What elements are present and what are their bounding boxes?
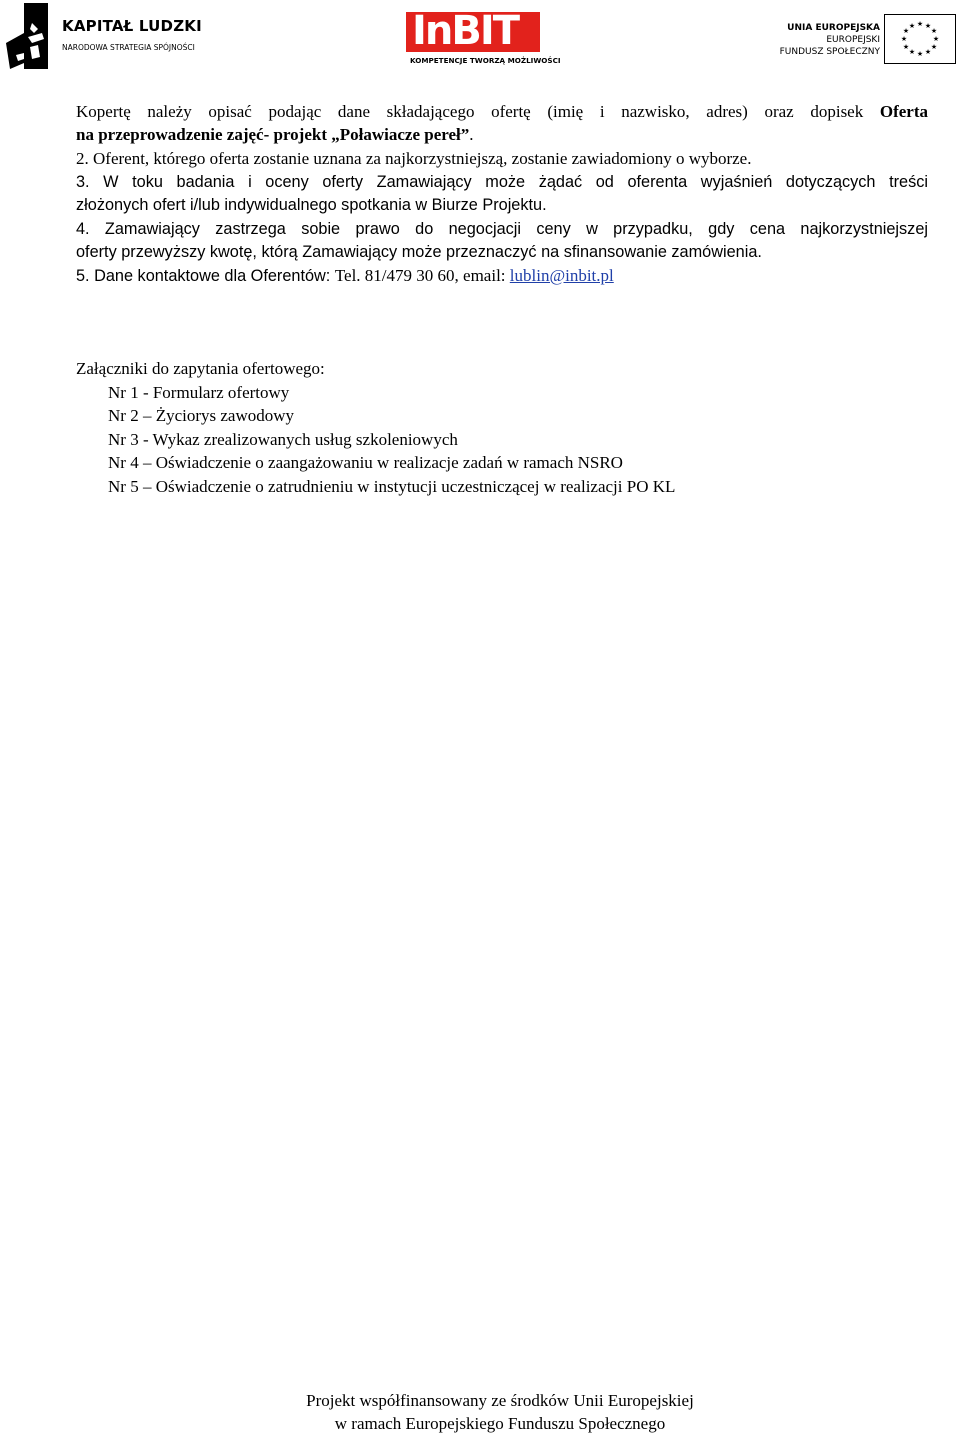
- svg-text:★: ★: [924, 48, 932, 56]
- eu-logo: [780, 14, 960, 70]
- attachment-item-4: Nr 4 – Oświadczenie o zaangażowaniu w realizacje zadań w ramach NSRO: [108, 453, 623, 472]
- paragraph-2: 2. Oferent, którego oferta zostanie uznana za najkorzystniejszą, zostanie zawiadomiony o wyborze.: [76, 149, 752, 168]
- kapital-ludzki-emblem-icon: [4, 3, 50, 71]
- inbit-tagline: KOMPETENCJE TWORZĄ MOŻLIWOŚCI: [410, 56, 561, 65]
- attachment-item-5: Nr 5 – Oświadczenie o zatrudnieniu w instytucji uczestniczącej w realizacji PO KL: [108, 477, 676, 496]
- kl-subtitle: NARODOWA STRATEGIA SPÓJNOŚCI: [62, 43, 195, 52]
- svg-text:★: ★: [902, 27, 910, 35]
- paragraph-3-line-1: 3. W toku badania i oceny oferty Zamawiający może żądać od oferenta wyjaśnień dotyczących treści: [76, 173, 928, 191]
- p5-phone: Tel. 81/479 30 60, email:: [334, 266, 510, 285]
- svg-text:★: ★: [932, 35, 940, 43]
- email-link[interactable]: lublin@inbit.pl: [509, 266, 614, 285]
- paragraph-4-line-1: 4. Zamawiający zastrzega sobie prawo do negocjacji ceny w przypadku, gdy cena najkorzystniejszej: [76, 220, 928, 238]
- svg-text:★: ★: [916, 50, 924, 58]
- paragraph-4-line-2: oferty przewyższy kwotę, którą Zamawiający może przeznaczyć na sfinansowanie zamówienia.: [76, 243, 762, 261]
- attachment-item-1: Nr 1 - Formularz ofertowy: [108, 383, 290, 402]
- kl-title: KAPITAŁ LUDZKI: [62, 17, 202, 35]
- svg-text:★: ★: [908, 48, 916, 56]
- inbit-logo: [406, 8, 561, 68]
- eu-flag-icon: [884, 14, 956, 64]
- attachments-heading: Załączniki do zapytania ofertowego:: [76, 359, 325, 378]
- svg-text:★: ★: [916, 20, 924, 28]
- inbit-name: InBIT: [412, 8, 519, 54]
- eu-line-1: UNIA EUROPEJSKA: [787, 23, 880, 33]
- p5-label: 5. Dane kontaktowe dla Oferentów:: [76, 267, 335, 285]
- p1-period: .: [469, 125, 474, 144]
- svg-text:★: ★: [908, 22, 916, 30]
- paragraph-5: [76, 264, 614, 288]
- p1-bold-offer: Oferta: [879, 102, 928, 121]
- svg-text:★: ★: [902, 43, 910, 51]
- footer-line-1: Projekt współfinansowany ze środków Unii Europejskiej: [306, 1391, 694, 1410]
- svg-text:★: ★: [924, 22, 932, 30]
- p1-bold-project: na przeprowadzenie zajęć- projekt „Poławiacze pereł”: [76, 125, 470, 144]
- svg-text:★: ★: [900, 35, 908, 43]
- paragraph-1-line-2: [76, 123, 474, 146]
- footer-line-2: w ramach Europejskiego Funduszu Społecznego: [334, 1414, 666, 1433]
- svg-text:★: ★: [930, 27, 938, 35]
- paragraph-1-line-1: [76, 100, 928, 123]
- eu-line-2: EUROPEJSKI: [826, 35, 880, 45]
- kapital-ludzki-logo: [4, 3, 214, 71]
- attachment-item-3: Nr 3 - Wykaz zrealizowanych usług szkoleniowych: [108, 430, 458, 449]
- p1-text: Kopertę należy opisać podając dane składającego ofertę (imię i nazwisko, adres) oraz dopisek: [76, 102, 880, 121]
- paragraph-3-line-2: złożonych ofert i/lub indywidualnego spotkania w Biurze Projektu.: [76, 196, 547, 214]
- eu-line-3: FUNDUSZ SPOŁECZNY: [779, 47, 880, 57]
- page-header: [0, 0, 960, 80]
- attachment-item-2: Nr 2 – Życiorys zawodowy: [108, 406, 295, 425]
- eu-text-block: [780, 22, 880, 58]
- svg-text:★: ★: [930, 43, 938, 51]
